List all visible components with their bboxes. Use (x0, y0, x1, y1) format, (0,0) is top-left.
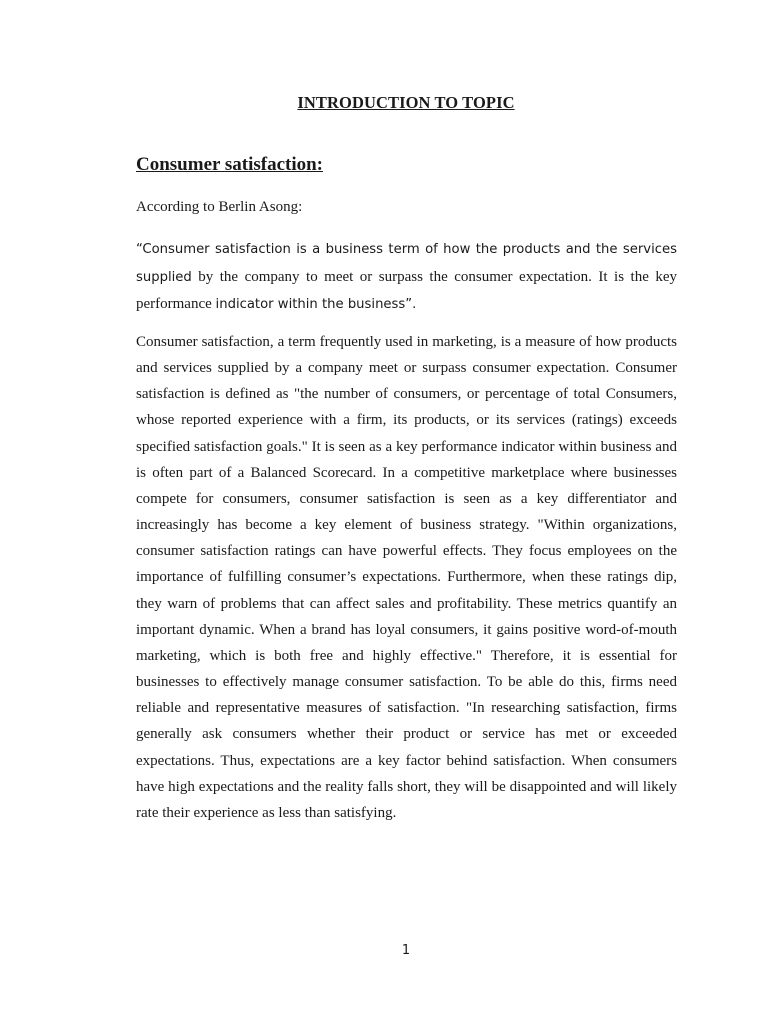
definition-quote (136, 236, 677, 319)
page-number: 1 (401, 943, 411, 958)
body-paragraph: Consumer satisfaction, a term frequently used in marketing, is a measure of how products and services supplied by a company meet or surpass consumer expectation. Consumer satisfaction is defined as "the number of consumers, or percentage of total Consumers, whose reported experience with a firm, its products, or its services (ratings) exceeds specified satisfaction goals." It is seen as a key performance indicator within business and is often part of a Balanced Scorecard. In a competitive marketplace where businesses compete for consumers, consumer satisfaction is seen as a key differentiator and increasingly has become a key element of business strategy. "Within organizations, consumer satisfaction ratings can have powerful effects. They focus employees on the importance of fulfilling consumer’s expectations. Furthermore, when these ratings dip, they warn of problems that can affect sales and profitability. These metrics quantify an important dynamic. When a brand has loyal consumers, it gains positive word-of-mouth marketing, which is both free and highly effective." Therefore, it is essential for businesses to effectively manage consumer satisfaction. To be able do this, firms need reliable and representative measures of satisfaction. "In researching satisfaction, firms generally ask consumers whether their product or service has met or exceeded expectations. Thus, expectations are a key factor behind satisfaction. When consumers have high expectations and the reality falls short, they will be disappointed and will likely rate their experience as less than satisfying. (136, 334, 677, 821)
section-heading: Consumer satisfaction: (136, 154, 324, 175)
quote-line-1: “Consumer satisfaction is a business term of how the products and the services supplied (136, 242, 677, 285)
page-title: INTRODUCTION TO TOPIC (297, 93, 515, 112)
quote-line-2: by the company to meet or surpass the consumer expectation. It is the key performance (136, 268, 677, 312)
quote-line-3: indicator within the business”. (215, 297, 417, 312)
quote-attribution: According to Berlin Asong: (136, 199, 303, 215)
